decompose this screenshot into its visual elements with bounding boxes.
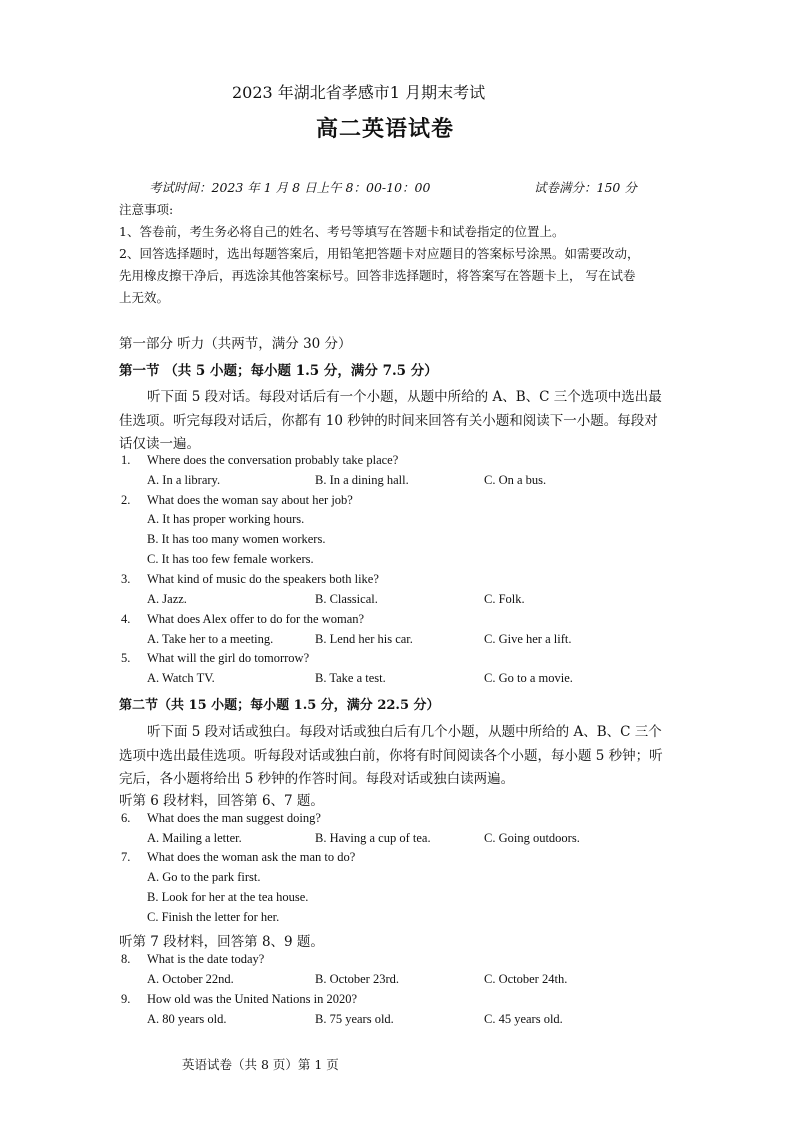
section2-instr-line1: 听下面 5 段对话或独白。每段对话或独白后有几个小题，从题中所给的 A、B、C 三个 bbox=[147, 724, 662, 740]
option-b: B. Take a test. bbox=[315, 671, 386, 685]
option-c: C. It has too few female workers. bbox=[147, 552, 314, 566]
question-number: 8. bbox=[121, 952, 131, 966]
exam-time: 考试时间：2023 年 1 月 8 日上午 8：00-10：00 bbox=[149, 180, 431, 195]
question-number: 2. bbox=[121, 493, 131, 507]
option-c: C. Go to a movie. bbox=[484, 671, 573, 685]
option-a: A. October 22nd. bbox=[147, 972, 234, 986]
question-number: 7. bbox=[121, 850, 131, 864]
question-text: What does the man suggest doing? bbox=[147, 811, 321, 825]
option-a: A. In a library. bbox=[147, 473, 221, 487]
question-number: 3. bbox=[121, 572, 131, 586]
section2-instr-line3: 完后，各小题将给出 5 秒钟的作答时间。每段对话或独白读两遍。 bbox=[119, 771, 515, 787]
note-2-line2: 先用橡皮擦干净后，再选涂其他答案标号。回答非选择题时，将答案写在答题卡上， 写在试卷 bbox=[119, 268, 636, 283]
option-b: B. 75 years old. bbox=[315, 1012, 394, 1026]
exam-title: 高二英语试卷 bbox=[316, 116, 455, 142]
question-text: What does the woman say about her job? bbox=[147, 493, 353, 507]
option-c: C. 45 years old. bbox=[484, 1012, 563, 1026]
question-number: 4. bbox=[121, 612, 131, 626]
option-c: C. October 24th. bbox=[484, 972, 568, 986]
question-number: 5. bbox=[121, 651, 131, 665]
note-1: 1、答卷前，考生务必将自己的姓名、考号等填写在答题卡和试卷指定的位置上。 bbox=[119, 224, 565, 239]
note-2-line3: 上无效。 bbox=[119, 290, 170, 305]
notes-heading: 注意事项: bbox=[119, 202, 174, 217]
option-b: B. In a dining hall. bbox=[315, 473, 409, 487]
option-b: B. Having a cup of tea. bbox=[315, 831, 431, 845]
option-c: C. Finish the letter for her. bbox=[147, 910, 280, 924]
question-number: 9. bbox=[121, 992, 131, 1006]
option-a: A. Watch TV. bbox=[147, 671, 215, 685]
option-c: C. Going outdoors. bbox=[484, 831, 580, 845]
section1-instr-line3: 话仅读一遍。 bbox=[119, 436, 200, 452]
option-b: B. It has too many women workers. bbox=[147, 532, 326, 546]
option-a: A. Go to the park first. bbox=[147, 870, 261, 884]
section1-instr-line1: 听下面 5 段对话。每段对话后有一个小题，从题中所给的 A、B、C 三个选项中选出最 bbox=[147, 389, 662, 405]
option-b: B. Lend her his car. bbox=[315, 632, 413, 646]
part1-title: 第一部分 听力（共两节，满分 30 分） bbox=[119, 336, 352, 352]
section1-instr-line2: 佳选项。听完每段对话后，你都有 10 秒钟的时间来回答有关小题和阅读下一小题。每段对 bbox=[119, 413, 658, 429]
question-text: What does Alex offer to do for the woman? bbox=[147, 612, 365, 626]
material-6-heading: 听第 6 段材料，回答第 6、7 题。 bbox=[119, 793, 324, 809]
question-text: What kind of music do the speakers both like? bbox=[147, 572, 379, 586]
question-text: How old was the United Nations in 2020? bbox=[147, 992, 358, 1006]
option-b: B. October 23rd. bbox=[315, 972, 400, 986]
exam-title-line1: 2023 年湖北省孝感市1 月期末考试 bbox=[232, 83, 486, 102]
note-2-line1: 2、回答选择题时，选出每题答案后，用铅笔把答题卡对应题目的答案标号涂黑。如需要改动， bbox=[119, 246, 640, 261]
option-a: A. It has proper working hours. bbox=[147, 512, 305, 526]
page-footer: 英语试卷（共 8 页）第 1 页 bbox=[182, 1057, 339, 1072]
question-text: What does the woman ask the man to do? bbox=[147, 850, 356, 864]
material-7-heading: 听第 7 段材料，回答第 8、9 题。 bbox=[119, 934, 324, 950]
option-a: A. 80 years old. bbox=[147, 1012, 227, 1026]
option-a: A. Take her to a meeting. bbox=[147, 632, 274, 646]
option-b: B. Look for her at the tea house. bbox=[147, 890, 309, 904]
option-c: C. Folk. bbox=[484, 592, 525, 606]
full-score: 试卷满分：150 分 bbox=[534, 180, 637, 195]
question-text: What is the date today? bbox=[147, 952, 265, 966]
question-text: Where does the conversation probably take place? bbox=[147, 453, 399, 467]
option-b: B. Classical. bbox=[315, 592, 378, 606]
section1-title: 第一节 （共 5 小题；每小题 1.5 分，满分 7.5 分） bbox=[119, 363, 438, 379]
option-c: C. Give her a lift. bbox=[484, 632, 572, 646]
option-c: C. On a bus. bbox=[484, 473, 547, 487]
section2-instr-line2: 选项中选出最佳选项。听每段对话或独白前，你将有时间阅读各个小题，每小题 5 秒钟；听 bbox=[119, 748, 663, 764]
question-number: 6. bbox=[121, 811, 131, 825]
option-a: A. Mailing a letter. bbox=[147, 831, 242, 845]
question-number: 1. bbox=[121, 453, 131, 467]
section2-title: 第二节（共 15 小题；每小题 1.5 分，满分 22.5 分） bbox=[119, 698, 440, 713]
option-a: A. Jazz. bbox=[147, 592, 187, 606]
question-text: What will the girl do tomorrow? bbox=[147, 651, 310, 665]
